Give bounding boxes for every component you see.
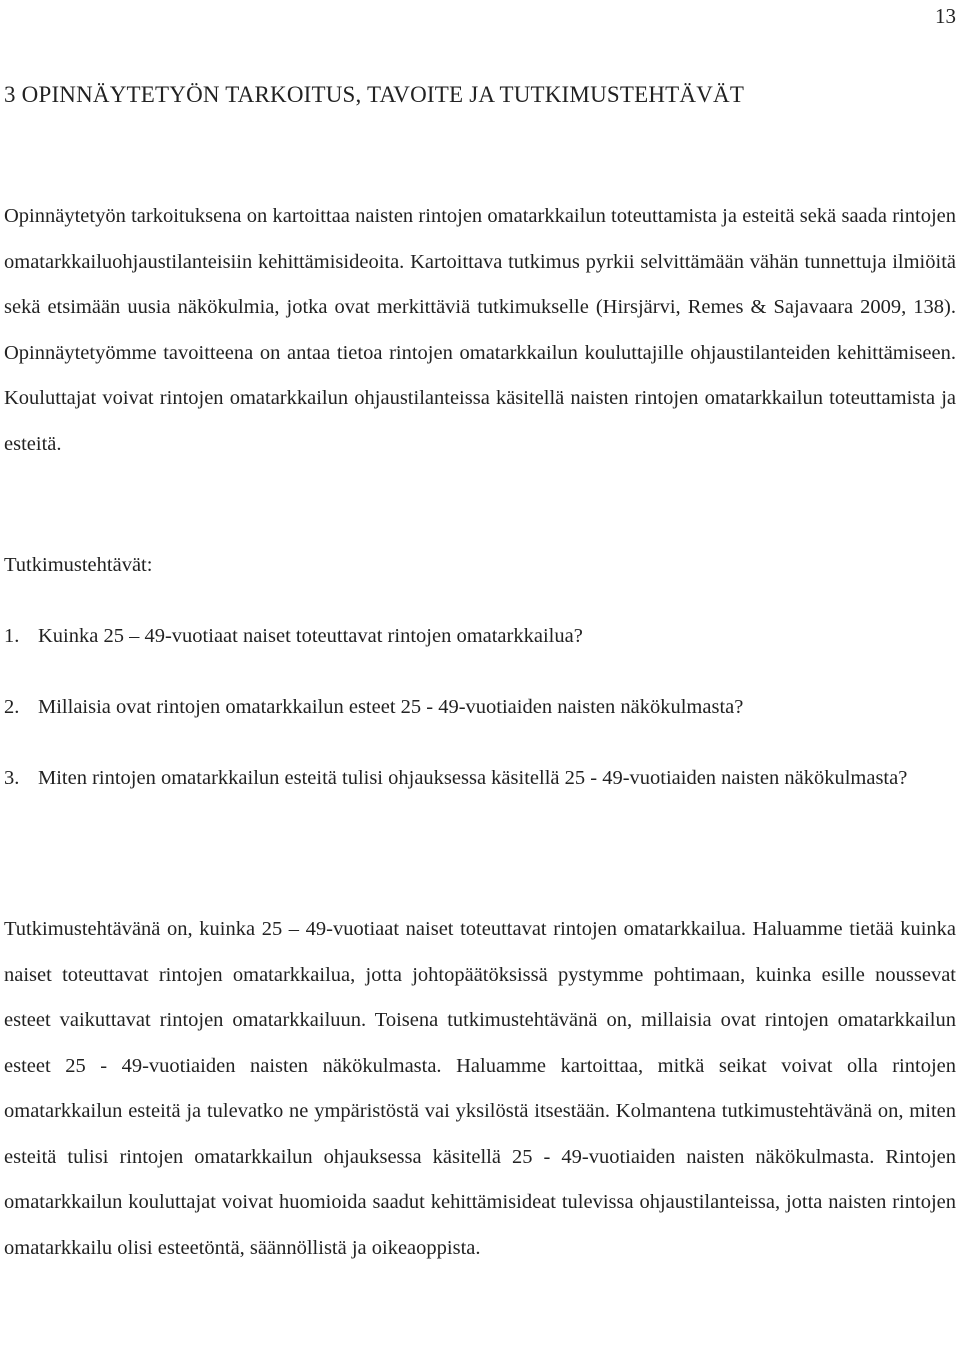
research-task-item bbox=[4, 614, 956, 660]
research-tasks-heading: Tutkimustehtävät: bbox=[4, 554, 153, 576]
task-number: 3. bbox=[4, 767, 20, 789]
task-text: Millaisia ovat rintojen omatarkkailun esteet 25 - 49-vuotiaiden naisten näkökulmasta? bbox=[38, 696, 744, 718]
research-task-item bbox=[4, 685, 956, 731]
task-text: Kuinka 25 – 49-vuotiaat naiset toteuttavat rintojen omatarkkailua? bbox=[38, 625, 583, 647]
page-number: 13 bbox=[935, 4, 956, 28]
task-number: 2. bbox=[4, 696, 20, 718]
task-number: 1. bbox=[4, 625, 20, 647]
chapter-title: 3 OPINNÄYTETYÖN TARKOITUS, TAVOITE JA TUTKIMUSTEHTÄVÄT bbox=[4, 82, 745, 107]
closing-paragraph: Tutkimustehtävänä on, kuinka 25 – 49-vuotiaat naiset toteuttavat rintojen omatarkkailua. Haluamme tietää kuinka naiset toteuttavat rintojen omatarkkailua, jotta johtopäätöksissä pystymme pohtimaan, kuinka esille noussevat esteet vaikuttavat rintojen omatarkkailuun. Toisena tutkimustehtävänä on, millaisia ovat rintojen omatarkkailun esteet 25 - 49-vuotiaiden naisten näkökulmasta. Haluamme kartoittaa, mitkä seikat voivat olla rintojen omatarkkailun esteitä ja tulevatko ne ympäristöstä vai yksilöstä itsestään. Kolmantena tutkimustehtävänä on, miten esteitä tulisi rintojen omatarkkailun ohjauksessa käsitellä 25 - 49-vuotiaiden naisten näkökulmasta. Rintojen omatarkkailun kouluttajat voivat huomioida saadut kehittämisideat tulevissa ohjaustilanteissa, jotta naisten rintojen omatarkkailu olisi esteetöntä, säännöllistä ja oikeaoppista. bbox=[4, 918, 956, 1259]
research-task-item bbox=[4, 756, 956, 802]
intro-paragraph: Opinnäytetyön tarkoituksena on kartoittaa naisten rintojen omatarkkailun toteuttamista ja esteitä sekä saada rintojen omatarkkailuohjaustilanteisiin kehittämisideoita. Kartoittava tutkimus pyrkii selvittämään vähän tunnettuja ilmiöitä sekä etsimään uusia näkökulmia, jotka ovat merkittäviä tutkimukselle (Hirsjärvi, Remes & Sajavaara 2009, 138). Opinnäytetyömme tavoitteena on antaa tietoa rintojen omatarkkailun kouluttajille ohjaustilanteiden kehittämiseen. Kouluttajat voivat rintojen omatarkkailun ohjaustilanteissa käsitellä naisten rintojen omatarkkailun toteuttamista ja esteitä. bbox=[4, 205, 956, 455]
task-text: Miten rintojen omatarkkailun esteitä tulisi ohjauksessa käsitellä 25 - 49-vuotiaiden naisten näkökulmasta? bbox=[38, 767, 908, 789]
research-task-list bbox=[4, 614, 956, 827]
